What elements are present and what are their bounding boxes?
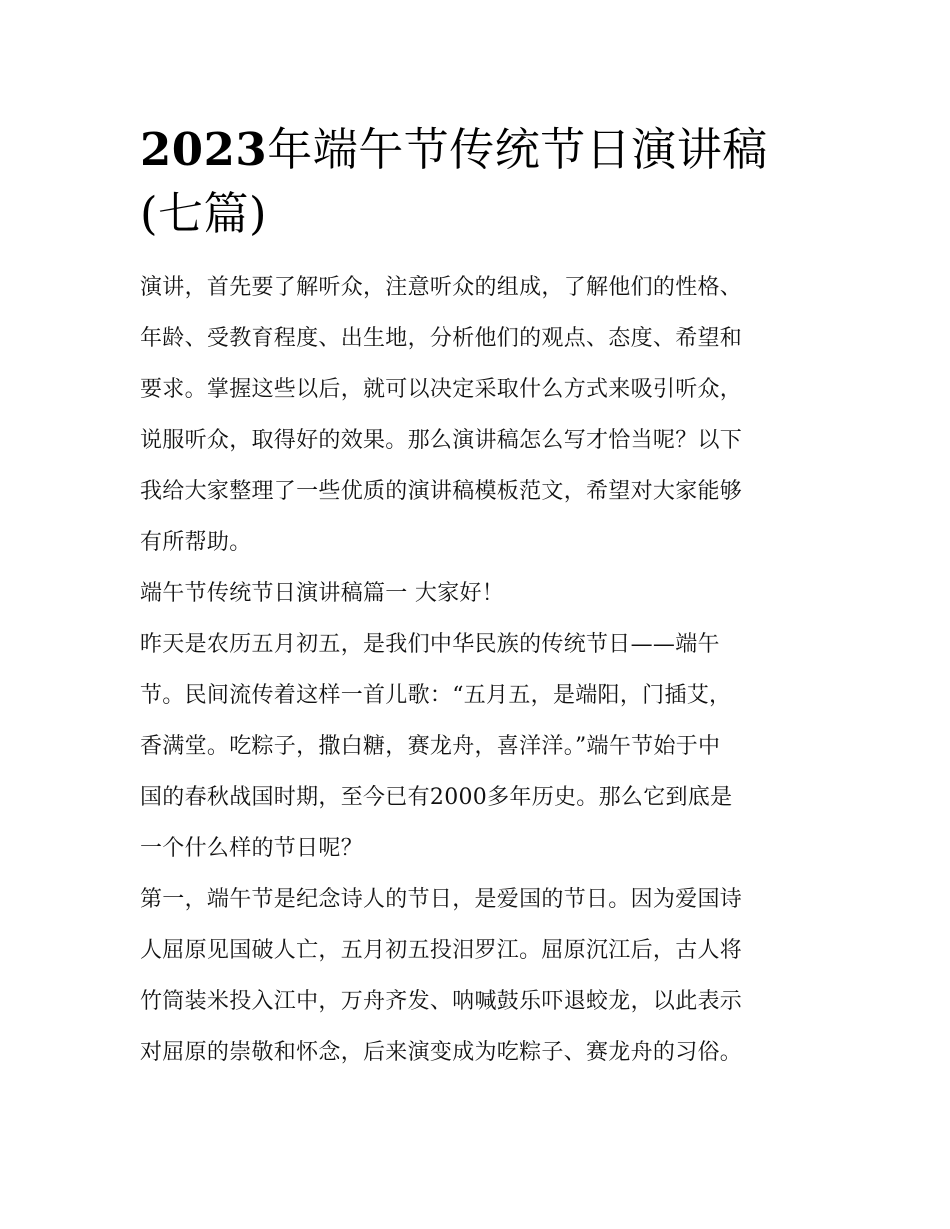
paragraph-section-heading — [140, 568, 812, 619]
paragraph-intro — [140, 262, 812, 568]
text-line: 端午节传统节日演讲稿篇一 大家好！ — [140, 581, 505, 606]
document-title — [140, 118, 812, 246]
document-content — [140, 118, 812, 1078]
text-line: 我给大家整理了一些优质的演讲稿模板范文，希望对大家能够 — [140, 479, 743, 504]
text-line: 有所帮助。 — [140, 530, 252, 555]
text-line: 人屈原见国破人亡，五月初五投汨罗江。屈原沉江后，古人将 — [140, 938, 743, 963]
paragraph-first-point — [140, 874, 812, 1078]
text-line: 对屈原的崇敬和怀念，后来演变成为吃粽子、赛龙舟的习俗。 — [140, 1040, 743, 1065]
text-line: 香满堂。吃粽子，撒白糖，赛龙舟，喜洋洋。”端午节始于中 — [140, 734, 721, 759]
text-line: 第一，端午节是纪念诗人的节日，是爱国的节日。因为爱国诗 — [140, 887, 743, 912]
text-line: 年龄、受教育程度、出生地，分析他们的观点、态度、希望和 — [140, 326, 743, 351]
text-line: 竹筒装米投入江中，万舟齐发、呐喊鼓乐吓退蛟龙，以此表示 — [140, 989, 743, 1014]
text-line: 说服听众，取得好的效果。那么演讲稿怎么写才恰当呢？以下 — [140, 428, 743, 453]
title-line-2: (七篇) — [140, 187, 268, 240]
text-line: 国的春秋战国时期，至今已有2000多年历史。那么它到底是 — [140, 785, 733, 810]
text-line: 一个什么样的节日呢？ — [140, 836, 364, 861]
text-line: 节。民间流传着这样一首儿歌：“五月五，是端阳，门插艾， — [140, 683, 732, 708]
text-line: 要求。掌握这些以后，就可以决定采取什么方式来吸引听众， — [140, 377, 743, 402]
text-line: 演讲，首先要了解听众，注意听众的组成，了解他们的性格、 — [140, 275, 743, 300]
title-year: 2023 — [140, 123, 268, 176]
document-body — [140, 262, 812, 1078]
paragraph-history — [140, 619, 812, 874]
text-line: 昨天是农历五月初五，是我们中华民族的传统节日——端午 — [140, 632, 720, 657]
title-line-1 — [140, 118, 812, 182]
title-main: 年端午节传统节日演讲稿 — [267, 123, 768, 176]
